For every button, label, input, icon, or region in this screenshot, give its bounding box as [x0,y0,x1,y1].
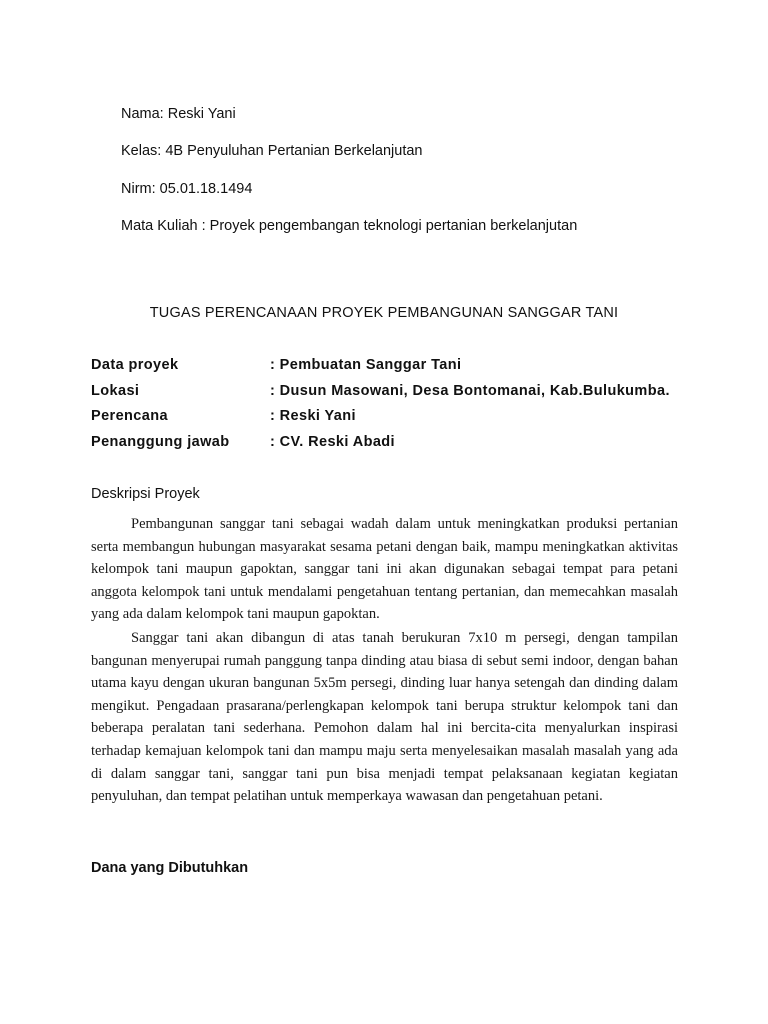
document-title: TUGAS PERENCANAAN PROYEK PEMBANGUNAN SANGGAR TANI [149,305,619,321]
section-heading-dana: Dana yang Dibutuhkan [91,860,249,876]
info-row-perencana [91,406,691,426]
info-row-penanggung-jawab [91,432,691,452]
info-label: Penanggung jawab [91,434,230,450]
info-value: : Pembuatan Sanggar Tani [270,357,462,373]
info-value: : CV. Reski Abadi [270,434,395,450]
student-nirm: Nirm: 05.01.18.1494 [121,181,253,197]
info-label: Lokasi [91,383,140,399]
info-value: : Dusun Masowani, Desa Bontomanai, Kab.Bulukumba. [270,383,670,399]
paragraph-deskripsi-1: Pembangunan sanggar tani sebagai wadah dalam untuk meningkatkan produksi pertanian serta membangun hubungan masyarakat sesama petani dengan baik, mampu meningkatkan aktivitas kelompok tani maupun gapoktan, sanggar tani ini akan digunakan sebagai tempat para petani anggota kelompok tani untuk mendalami pengetahuan tentang pertanian, dan memecahkan masalah yang ada dalam kelompok tani maupun gapoktan. [91,516,678,623]
student-name: Nama: Reski Yani [121,106,236,122]
info-label: Perencana [91,408,168,424]
info-row-lokasi [91,381,691,401]
student-class: Kelas: 4B Penyuluhan Pertanian Berkelanjutan [121,143,423,159]
info-row-data-proyek [91,355,691,375]
paragraph-deskripsi-2: Sanggar tani akan dibangun di atas tanah berukuran 7x10 m persegi, dengan tampilan bangunan menyerupai rumah panggung tanpa dinding atau biasa di sebut semi indoor, dengan bahan utama kayu dengan ukuran bangunan 5x5m persegi, dinding luar hanya setengah dan dinding dalam mengikut. Pengadaan prasarana/perlengkapan kelompok tani berupa struktur kelompok tani dan beberapa peralatan tani sederhana. Pemohon dalam hal ini bercita-cita menyalurkan inspirasi terhadap kemajuan kelompok tani dan mampu maju serta menyelesaikan masalah masalah yang ada di dalam sanggar tani, sanggar tani pun bisa menjadi tempat pelaksanaan kegiatan kegiatan penyuluhan, dan tempat pelatihan untuk memperkaya wawasan dan pengetahuan petani. [91,630,678,805]
info-value: : Reski Yani [270,408,356,424]
section-heading-deskripsi: Deskripsi Proyek [91,486,200,502]
course-name: Mata Kuliah : Proyek pengembangan teknologi pertanian berkelanjutan [121,218,578,234]
info-label: Data proyek [91,357,179,373]
